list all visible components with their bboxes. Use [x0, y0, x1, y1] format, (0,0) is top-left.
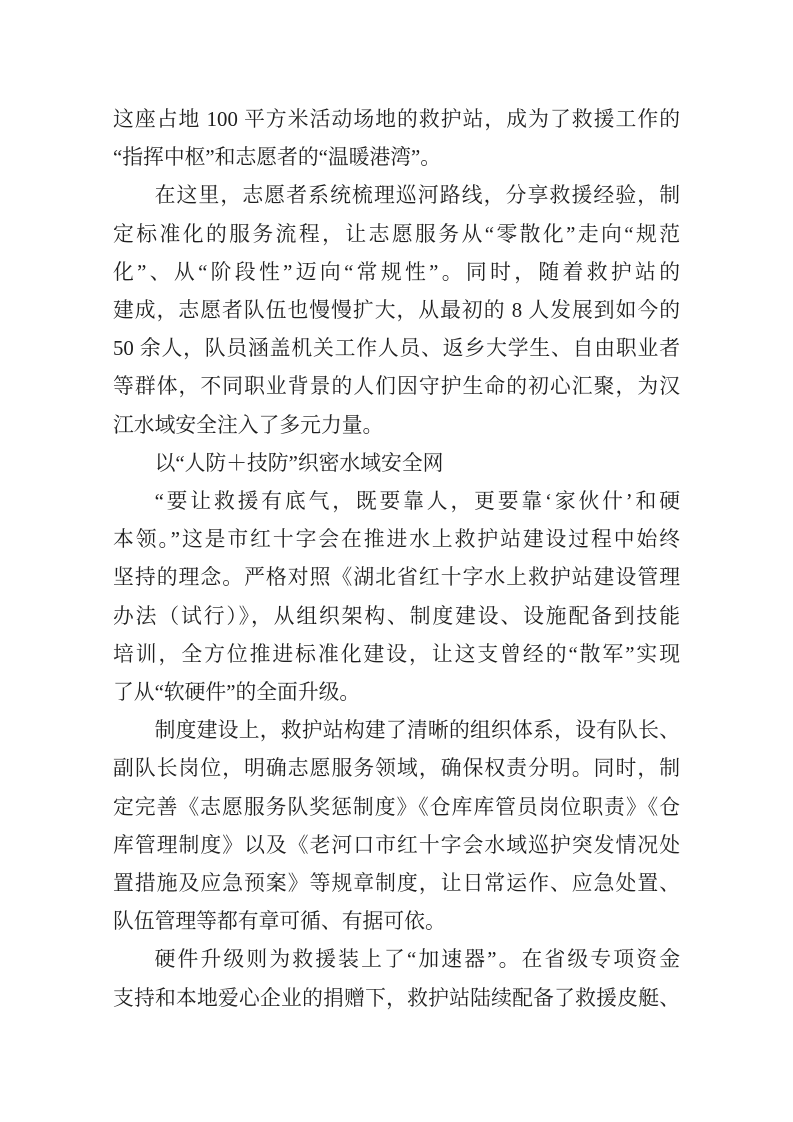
text-line: 队伍管理等都有章可循、有据可依。 [113, 910, 446, 934]
text-line: 江水域安全注入了多元力量。 [113, 413, 384, 437]
text-line: 硬件升级则为救援装上了“加速器”。在省级专项资金 [154, 948, 680, 972]
text-line: 办法（试行）》，从组织架构、制度建设、设施配备到技能 [113, 604, 680, 628]
text-line: 建成，志愿者队伍也慢慢扩大，从最初的 8 人发展到如今的 [113, 299, 680, 323]
text-line: 支持和本地爱心企业的捐赠下，救护站陆续配备了救援皮艇、 [113, 986, 680, 1010]
text-line: 化”、从“阶段性”迈向“常规性”。同时，随着救护站的 [113, 260, 680, 284]
paragraph [113, 941, 680, 1017]
text-line: “指挥中枢”和志愿者的“温暖港湾”。 [113, 146, 442, 170]
text-line: 坚持的理念。严格对照《湖北省红十字水上救护站建设管理 [113, 566, 680, 590]
paragraph [113, 177, 680, 444]
text-line: 定完善《志愿服务队奖惩制度》《仓库库管员岗位职责》《仓 [113, 795, 680, 819]
text-line: 本领。”这是市红十字会在推进水上救护站建设过程中始终 [113, 528, 680, 552]
text-line: 等群体，不同职业背景的人们因守护生命的初心汇聚，为汉 [113, 375, 680, 399]
text-line: 副队长岗位，明确志愿服务领域，确保权责分明。同时，制 [113, 757, 680, 781]
text-line: 在这里，志愿者系统梳理巡河路线，分享救援经验，制 [154, 184, 680, 208]
text-line: 置措施及应急预案》等规章制度，让日常运作、应急处置、 [113, 872, 680, 896]
text-line: 定标准化的服务流程，让志愿服务从“零散化”走向“规范 [113, 222, 680, 246]
text-line: “要让救援有底气，既要靠人，更要靠‘家伙什’和硬 [154, 490, 680, 514]
paragraph [113, 483, 680, 712]
text-line: 50 余人，队员涵盖机关工作人员、返乡大学生、自由职业者 [113, 337, 680, 361]
section-heading [113, 445, 680, 483]
paragraph [113, 101, 680, 177]
text-line: 制度建设上，救护站构建了清晰的组织体系，设有队长、 [154, 719, 680, 743]
text-line: 库管理制度》以及《老河口市红十字会水域巡护突发情况处 [113, 833, 680, 857]
text-block [113, 101, 680, 1018]
text-line: 培训，全方位推进标准化建设，让这支曾经的“散军”实现 [113, 642, 680, 666]
paragraph [113, 712, 680, 941]
text-line: 以“人防＋技防”织密水域安全网 [154, 451, 444, 475]
text-line: 这座占地 100 平方米活动场地的救护站，成为了救援工作的 [113, 108, 680, 131]
text-line: 了从“软硬件”的全面升级。 [113, 681, 361, 705]
